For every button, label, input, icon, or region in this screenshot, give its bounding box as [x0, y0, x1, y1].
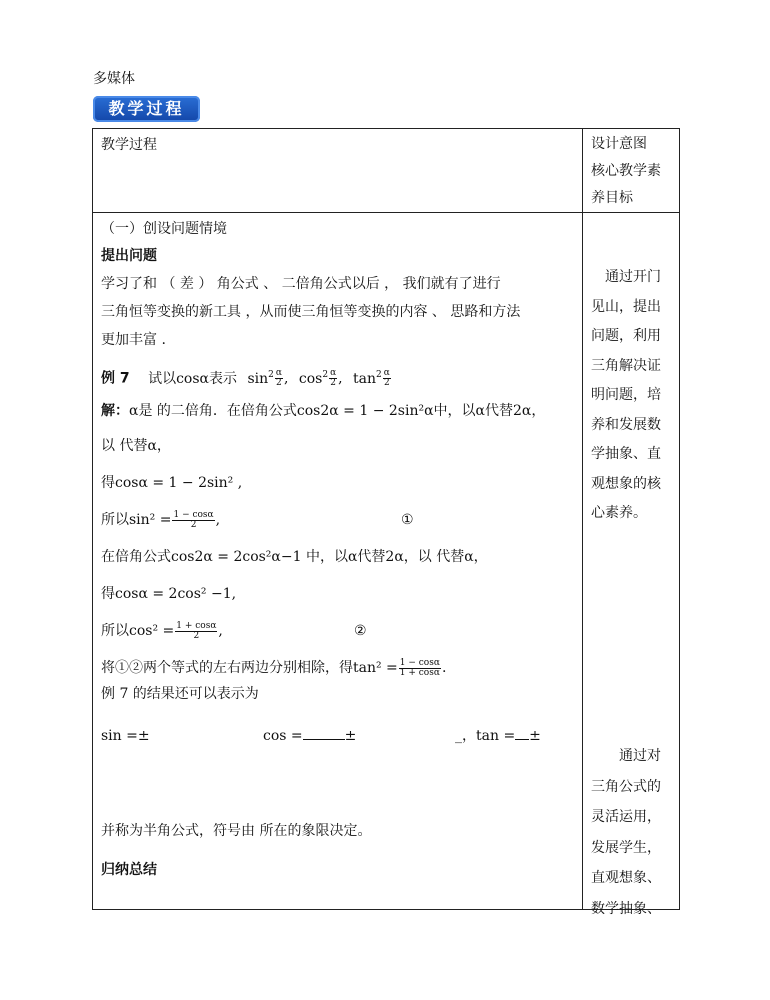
- design-note-line: 通过对: [591, 748, 661, 764]
- solution-line: 所以cos² = $\frac{1 + \cos\alpha}{2}$ ,: [101, 620, 223, 641]
- section-banner: 教学过程: [93, 96, 200, 122]
- header-right-line: 设计意图: [591, 136, 647, 152]
- fraction-numerator: 1 − cosα: [173, 509, 214, 520]
- half-angle-tan: [455, 726, 541, 746]
- solution-text: 所以cos² =: [101, 623, 175, 639]
- design-note-line: 心素养。: [591, 505, 647, 521]
- design-note-line: 学抽象、直: [591, 446, 661, 462]
- solution-line: 以 代替α，: [101, 438, 171, 454]
- example-item: tan: [353, 370, 377, 387]
- solution-line: 例 7 的结果还可以表示为: [101, 686, 259, 702]
- example-text: 试以cosα表示: [148, 370, 237, 387]
- lesson-table: [92, 128, 680, 917]
- top-label: 多媒体: [93, 71, 135, 87]
- section-title: （一）创设问题情境: [101, 221, 227, 237]
- design-note-line: 见山，提出: [591, 298, 661, 315]
- heading-summary: 归纳总结: [101, 862, 157, 878]
- half-angle-tan-label: _，tan =: [455, 728, 516, 744]
- summary-line: 并称为半角公式，符号由 所在的象限决定。: [101, 823, 372, 839]
- solution-line: 得cosα = 1 − 2sin² ,: [101, 475, 243, 491]
- design-note-line: 问题，利用: [591, 328, 661, 344]
- heading-raise-question: 提出问题: [101, 248, 157, 264]
- design-note-line: 通过开门: [591, 269, 661, 285]
- half-angle-sin: sin =±: [101, 728, 150, 744]
- equation-mark-1: ①: [401, 512, 414, 528]
- design-note-2: [591, 741, 671, 924]
- equation-mark-2: ②: [354, 623, 367, 639]
- design-note-line: 灵活运用，: [591, 809, 661, 825]
- solution-text: 所以sin² =: [101, 512, 172, 528]
- solution-line: 在倍角公式cos2α = 2cos²α−1 中，以α代替2α，以 代替α，: [101, 549, 488, 565]
- half-angle-cos: [263, 726, 356, 746]
- design-note-line: 发展学生，: [591, 839, 661, 856]
- design-note-line: 数学抽象、: [591, 900, 661, 917]
- example-item: cos: [298, 370, 323, 387]
- half-angle-tan-pm: ±: [529, 728, 541, 744]
- solution-text: α是 的二倍角．在倍角公式cos2α = 1 − 2sin²α中，以α代替2α，: [129, 403, 546, 419]
- header-left: 教学过程: [101, 137, 157, 153]
- header-right-line: 核心教学素: [591, 163, 661, 179]
- header-divider: [93, 212, 679, 213]
- design-note-line: 三角解决证: [591, 357, 661, 374]
- blank-line: [303, 727, 345, 740]
- example-7: 例 7 试以cosα表示 $\sin^2$ $\frac{\alpha}{2}$ , $\cos^2$ $\frac{\alpha}{2}$ , $\tan^2$ $\frac{\alpha}{2}$: [101, 368, 390, 389]
- intro-line: 更加丰富 .: [101, 332, 166, 348]
- example-label: 例 7: [101, 370, 130, 387]
- solution-line: 得cosα = 2cos² −1,: [101, 586, 237, 602]
- header-right: [591, 131, 671, 212]
- design-note-line: 养和发展数: [591, 416, 661, 433]
- solution-text: 将①②两个等式的左右两边分别相除，得tan² =: [101, 660, 398, 676]
- design-note-line: 明问题，培: [591, 387, 661, 403]
- intro-line: 学习了和 （ 差 ） 角公式 、 二倍角公式以后 ， 我们就有了进行: [101, 276, 501, 292]
- design-note-line: 直观想象、: [591, 870, 661, 886]
- solution-label: 解：: [101, 403, 129, 419]
- column-divider: [582, 129, 583, 909]
- fraction-denominator: 1 + cosα: [399, 667, 440, 678]
- fraction-numerator: 1 − cosα: [399, 657, 440, 668]
- intro-line: 三角恒等变换的新工具 ，从而使三角恒等变换的内容 、 思路和方法: [101, 304, 521, 320]
- design-note-line: 观想象的核: [591, 475, 661, 492]
- design-note-1: [591, 263, 671, 529]
- fraction-numerator: 1 + cosα: [176, 620, 217, 631]
- design-note-line: 三角公式的: [591, 778, 661, 795]
- half-angle-cos-pm: ±: [344, 728, 357, 744]
- header-right-line: 养目标: [591, 190, 633, 206]
- blank-line: [515, 727, 529, 740]
- solution-line: 所以sin² = $\frac{1 - \cos\alpha}{2}$ ,: [101, 509, 221, 530]
- solution-line: [101, 401, 545, 421]
- solution-line: 将①②两个等式的左右两边分别相除，得tan² = $\frac{1 - \cos\alpha}{1 + \cos\alpha}$ .: [101, 657, 447, 678]
- half-angle-cos-label: cos =: [263, 728, 303, 744]
- example-item: sin: [247, 370, 269, 387]
